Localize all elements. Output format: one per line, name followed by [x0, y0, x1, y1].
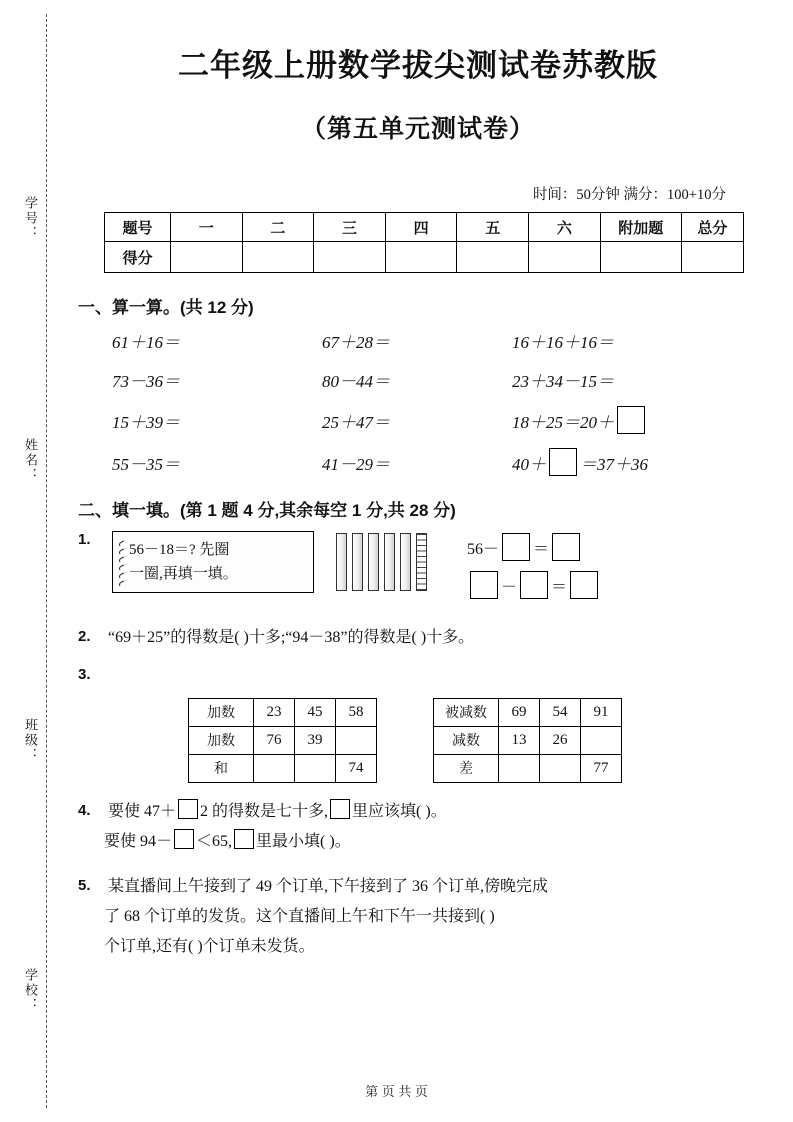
calc-row-2 [112, 367, 732, 392]
calc-item [512, 406, 732, 434]
side-label-name: 姓名： [23, 438, 38, 483]
score-cell-3[interactable] [314, 242, 386, 273]
cell[interactable]: 69 [499, 698, 540, 726]
answer-box[interactable] [178, 799, 198, 819]
table-row [189, 698, 377, 726]
q1-expr-eq: ＝ [533, 540, 550, 558]
table-row [189, 726, 377, 754]
q1-expression-2 [467, 571, 601, 599]
score-cell-1[interactable] [170, 242, 242, 273]
score-cell-6[interactable] [529, 242, 601, 273]
calc-row-1 [112, 328, 732, 353]
exam-meta: 时间：50分钟 满分：100+10分 [532, 187, 726, 203]
score-header-3: 三 [314, 213, 386, 242]
calc-item [512, 448, 732, 476]
calc-item: 25＋47＝ [322, 412, 390, 432]
cell[interactable]: 26 [540, 726, 581, 754]
cell[interactable]: 77 [581, 754, 622, 782]
cell[interactable]: 39 [295, 726, 336, 754]
cell[interactable]: 23 [254, 698, 295, 726]
note-line-2: 一圈,再填一填。 [129, 566, 238, 582]
q5-line-3: 个订单,还有( )个订单未发货。 [104, 938, 315, 956]
score-header-6: 六 [529, 213, 601, 242]
cell[interactable] [581, 726, 622, 754]
score-header-label: 题号 [105, 213, 171, 242]
cell[interactable] [540, 754, 581, 782]
score-cell-4[interactable] [385, 242, 457, 273]
q1-expr-minus: － [501, 578, 518, 596]
row-label-subtrahend: 减数 [434, 726, 499, 754]
calc-row-4 [112, 448, 732, 476]
calc-item-text: 18＋25＝20＋ [512, 412, 614, 432]
q4-line1-a: 要使 47＋ [108, 802, 177, 820]
q1-expression-1 [467, 533, 601, 561]
table-row [434, 754, 622, 782]
score-header-1: 一 [170, 213, 242, 242]
score-cell-2[interactable] [242, 242, 314, 273]
calc-item: 61＋16＝ [112, 333, 180, 352]
question-1 [78, 531, 758, 609]
note-card [112, 531, 314, 593]
row-label-difference: 差 [434, 754, 499, 782]
stick-bundle [368, 533, 379, 591]
side-label-class: 班级： [23, 718, 38, 763]
stick-bundle [400, 533, 411, 591]
answer-box[interactable] [549, 448, 577, 476]
calc-item: 15＋39＝ [112, 412, 180, 432]
question-4 [78, 797, 758, 858]
answer-box[interactable] [174, 829, 194, 849]
row-label-addend-2: 加数 [189, 726, 254, 754]
page-title: 二年级上册数学拔尖测试卷苏教版 [178, 48, 658, 83]
table-row [105, 213, 744, 242]
question-3 [78, 661, 758, 691]
addition-table [188, 698, 377, 783]
note-line-1: 56－18＝? 先圈 [129, 542, 230, 558]
q1-expr-left: 56－ [467, 540, 500, 558]
cell[interactable] [336, 726, 377, 754]
calculation-grid [112, 328, 732, 476]
calc-item: 55－35＝ [112, 454, 180, 474]
stick-bundle [352, 533, 363, 591]
answer-box[interactable] [520, 571, 548, 599]
score-header-5: 五 [457, 213, 529, 242]
stick-bundle [384, 533, 395, 591]
question-number: 5. [78, 876, 91, 894]
page-subtitle: （第五单元测试卷） [300, 115, 535, 143]
row-label-minuend: 被减数 [434, 698, 499, 726]
question-5 [78, 872, 758, 963]
q5-line-2: 了 68 个订单的发货。这个直播间上午和下午一共接到( ) [104, 907, 495, 925]
exam-content [78, 0, 758, 963]
score-cell-extra[interactable] [600, 242, 681, 273]
calc-item: 67＋28＝ [322, 333, 390, 352]
score-header-4: 四 [385, 213, 457, 242]
question-number: 2. [78, 628, 91, 645]
cell[interactable]: 76 [254, 726, 295, 754]
cell[interactable] [254, 754, 295, 782]
cell[interactable]: 74 [336, 754, 377, 782]
question-1-answer-area [467, 531, 601, 609]
cell[interactable] [499, 754, 540, 782]
question-number: 3. [78, 666, 91, 684]
q5-line-1: 某直播间上午接到了 49 个订单,下午接到了 36 个订单,傍晚完成 [108, 877, 549, 895]
q4-line1-b: 2 的得数是七十多, [200, 802, 329, 820]
answer-box[interactable] [330, 799, 350, 819]
question-number: 4. [78, 801, 91, 819]
stick-bundle-illustration [336, 531, 427, 591]
question-2 [78, 623, 758, 653]
stick-bundle [336, 533, 347, 591]
q4-line2-b: ＜65, [196, 833, 233, 851]
table-row [189, 754, 377, 782]
q4-line2 [104, 827, 758, 857]
question-number: 1. [78, 531, 91, 548]
table-row [434, 726, 622, 754]
score-header-2: 二 [242, 213, 314, 242]
calc-item-tail: ＝37＋36 [580, 454, 648, 474]
answer-box[interactable] [234, 829, 254, 849]
answer-box[interactable] [502, 533, 530, 561]
answer-box[interactable] [570, 571, 598, 599]
stick-single-column [416, 533, 427, 591]
q4-line2-a: 要使 94－ [104, 833, 173, 851]
calc-item: 73－36＝ [112, 372, 180, 391]
score-cell-total[interactable] [681, 242, 743, 273]
cell[interactable]: 58 [336, 698, 377, 726]
section-2-heading: 二、填一填。(第 1 题 4 分,其余每空 1 分,共 28 分) [78, 501, 456, 520]
q1-expr-eq2: ＝ [551, 578, 568, 596]
score-row-label: 得分 [105, 242, 171, 273]
cell[interactable] [295, 754, 336, 782]
question-3-tables [188, 698, 758, 783]
calc-item: 23＋34－15＝ [512, 372, 614, 391]
score-cell-5[interactable] [457, 242, 529, 273]
table-row [105, 242, 744, 273]
question-2-text: “69＋25”的得数是( )十多;“94－38”的得数是( )十多。 [108, 629, 475, 646]
calc-row-3 [112, 406, 732, 434]
score-table [104, 212, 744, 273]
side-label-student-id: 学号： [23, 196, 38, 241]
row-label-sum: 和 [189, 754, 254, 782]
cell[interactable]: 54 [540, 698, 581, 726]
answer-box[interactable] [470, 571, 498, 599]
calc-item: 16＋16＋16＝ [512, 333, 614, 352]
answer-box[interactable] [617, 406, 645, 434]
calc-item-text: 40＋ [512, 454, 546, 474]
side-label-school: 学校： [23, 968, 38, 1013]
score-header-total: 总分 [681, 213, 743, 242]
calc-item: 80－44＝ [322, 372, 390, 391]
subtraction-table [433, 698, 622, 783]
page-footer: 第 页 共 页 [365, 1084, 428, 1099]
answer-box[interactable] [552, 533, 580, 561]
row-label-addend-1: 加数 [189, 698, 254, 726]
calc-item: 41－29＝ [322, 454, 390, 474]
cell[interactable]: 91 [581, 698, 622, 726]
section-1-heading: 一、算一算。(共 12 分) [78, 298, 254, 317]
cell[interactable]: 13 [499, 726, 540, 754]
cell[interactable]: 45 [295, 698, 336, 726]
q4-line2-c: 里最小填( )。 [256, 833, 351, 851]
spiral-binding-icon [117, 538, 126, 592]
table-row [434, 698, 622, 726]
q4-line1-c: 里应该填( )。 [352, 802, 447, 820]
score-header-extra: 附加题 [600, 213, 681, 242]
cut-line [46, 14, 47, 1108]
